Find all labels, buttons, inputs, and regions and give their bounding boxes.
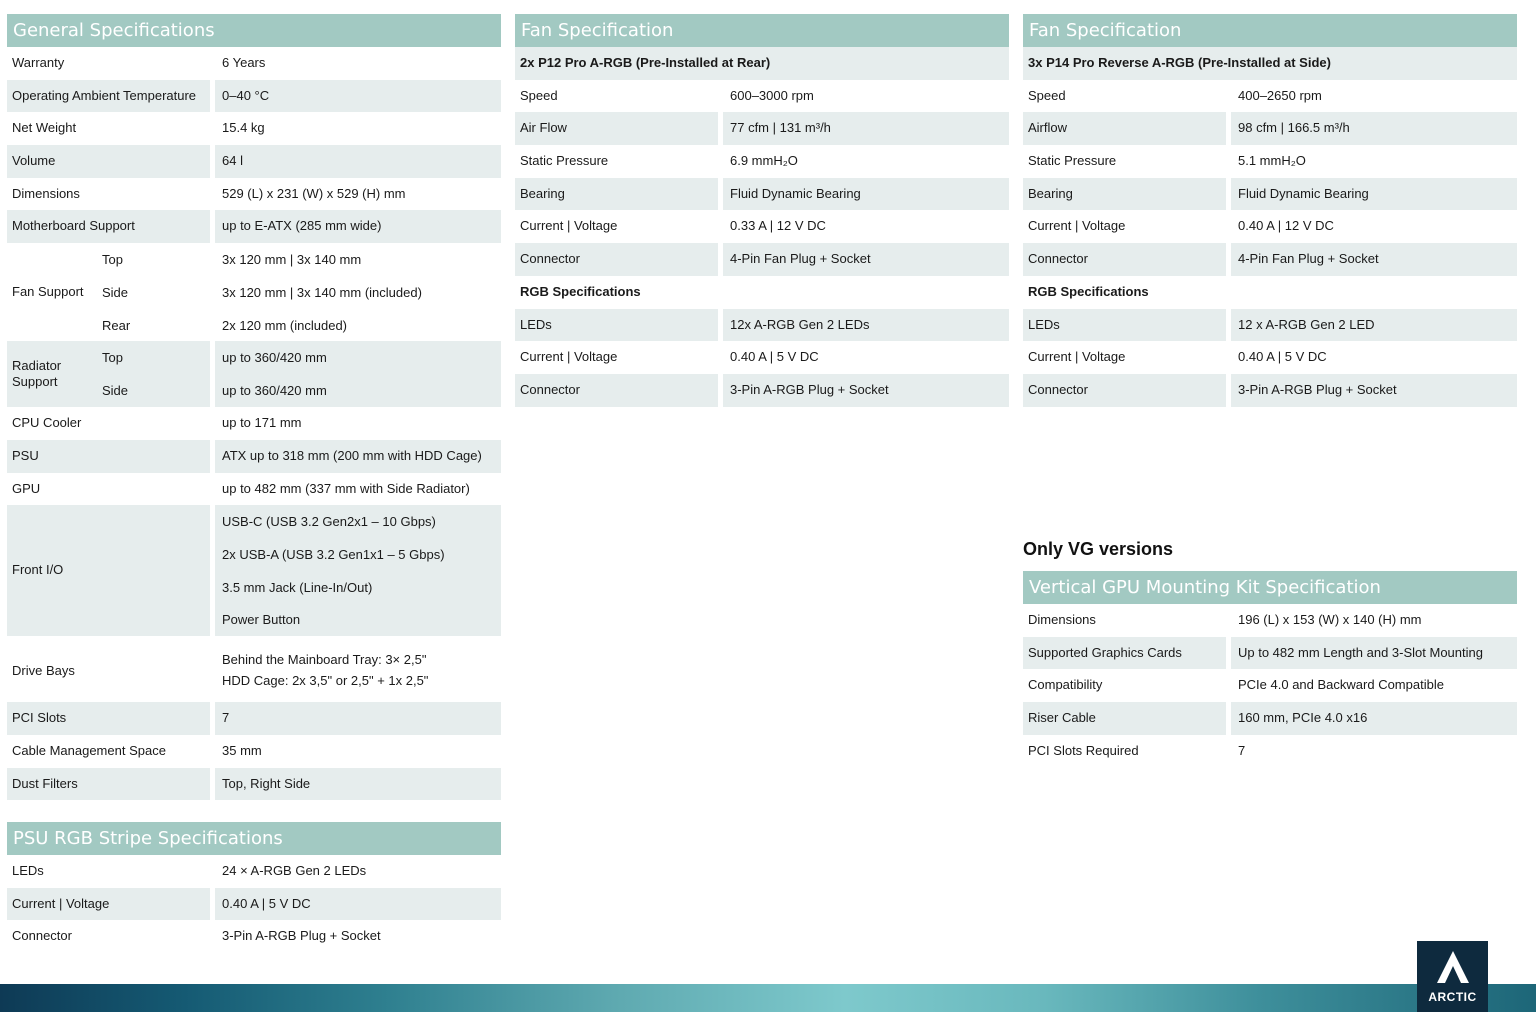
- spec-value: 3x 120 mm | 3x 140 mm (included): [222, 285, 422, 301]
- spec-sublabel: Side: [102, 383, 129, 399]
- spec-label: Supported Graphics Cards: [1028, 644, 1182, 660]
- spec-label: Air Flow: [520, 120, 567, 136]
- spec-value: 77 cfm | 131 m³/h: [730, 120, 831, 136]
- spec-value: 3x 120 mm | 3x 140 mm: [222, 252, 362, 268]
- spec-row: [515, 80, 1009, 113]
- spec-row: [7, 768, 501, 801]
- spec-value: PCIe 4.0 and Backward Compatible: [1238, 677, 1444, 693]
- spec-value: up to 360/420 mm: [222, 350, 327, 366]
- fan-spec-title: Fan Specification: [515, 14, 1009, 47]
- spec-value: 98 cfm | 166.5 m³/h: [1238, 120, 1350, 136]
- spec-label: Connector: [12, 928, 72, 944]
- spec-label: GPU: [12, 480, 41, 496]
- fan-specification-rear: [515, 14, 1009, 407]
- fan-support-block: [7, 243, 501, 341]
- spec-value: 12 x A-RGB Gen 2 LED: [1238, 316, 1375, 332]
- psu-rgb-title: PSU RGB Stripe Specifications: [7, 822, 501, 855]
- spec-label: Motherboard Support: [12, 218, 135, 234]
- spec-label: Airflow: [1028, 120, 1068, 136]
- spec-row: [7, 145, 501, 178]
- spec-row: [7, 735, 501, 768]
- spec-row: [515, 210, 1009, 243]
- spec-value: Fluid Dynamic Bearing: [1238, 185, 1369, 201]
- spec-value: 4-Pin Fan Plug + Socket: [730, 251, 871, 267]
- spec-label: Radiator: [12, 358, 62, 374]
- spec-row: [7, 210, 501, 243]
- spec-value: 3-Pin A-RGB Plug + Socket: [730, 381, 889, 397]
- spec-sublabel: Top: [102, 252, 123, 268]
- spec-label: PCI Slots: [12, 710, 67, 726]
- spec-label: Current | Voltage: [1028, 349, 1126, 365]
- spec-value: 529 (L) x 231 (W) x 529 (H) mm: [222, 185, 406, 201]
- spec-value: 0.40 A | 5 V DC: [1238, 349, 1327, 365]
- spec-value: 400–2650 rpm: [1238, 87, 1322, 103]
- spec-label: Operating Ambient Temperature: [12, 87, 197, 103]
- spec-label: Net Weight: [12, 120, 77, 136]
- spec-value: 3-Pin A-RGB Plug + Socket: [1238, 381, 1397, 397]
- spec-value: 35 mm: [222, 742, 262, 758]
- spec-label: Volume: [12, 153, 56, 169]
- fan-model-row: [1023, 47, 1517, 80]
- psu-rgb-specifications: [7, 822, 501, 953]
- vg-spec-title: Vertical GPU Mounting Kit Specification: [1023, 571, 1517, 604]
- spec-label: LEDs: [12, 863, 44, 878]
- spec-row: [1023, 341, 1517, 374]
- spec-row: [1023, 735, 1517, 768]
- spec-value: ATX up to 318 mm (200 mm with HDD Cage): [222, 447, 482, 463]
- spec-row: [7, 178, 501, 211]
- spec-value: 0.40 A | 5 V DC: [730, 349, 819, 365]
- spec-value: 5.1 mmH₂O: [1238, 153, 1306, 169]
- spec-row: [515, 341, 1009, 374]
- spec-label: LEDs: [520, 316, 552, 332]
- spec-row: [7, 47, 501, 80]
- rgb-heading-row: [515, 276, 1009, 309]
- spec-row: [7, 112, 501, 145]
- spec-value: 2x USB-A (USB 3.2 Gen1x1 – 5 Gbps): [222, 547, 445, 563]
- spec-value: USB-C (USB 3.2 Gen2x1 – 10 Gbps): [222, 514, 436, 530]
- spec-label: Dimensions: [1028, 612, 1096, 627]
- spec-row: [1023, 309, 1517, 342]
- radiator-support-block: [7, 341, 501, 407]
- spec-value: 7: [222, 710, 230, 726]
- spec-value: 15.4 kg: [222, 120, 265, 136]
- spec-row: [515, 178, 1009, 211]
- spec-value: up to 360/420 mm: [222, 383, 327, 399]
- spec-label: Connector: [520, 251, 580, 267]
- only-vg-note: Only VG versions: [1023, 539, 1174, 559]
- spec-row: [1023, 637, 1517, 670]
- spec-value: Fluid Dynamic Bearing: [730, 185, 861, 201]
- spec-label: Warranty: [12, 55, 65, 70]
- spec-value: Behind the Mainboard Tray: 3× 2,5": [222, 652, 427, 668]
- fan-model-subtitle: 2x P12 Pro A-RGB (Pre-Installed at Rear): [520, 55, 771, 70]
- spec-value: 6 Years: [222, 55, 266, 70]
- spec-value: Top, Right Side: [222, 775, 311, 791]
- arctic-logo: [1417, 941, 1488, 1012]
- arctic-logo-icon: [1435, 949, 1471, 985]
- general-specifications: [7, 14, 501, 800]
- spec-value: 6.9 mmH₂O: [730, 153, 798, 169]
- spec-label: Dimensions: [12, 185, 80, 201]
- spec-value: 3.5 mm Jack (Line-In/Out): [222, 580, 373, 596]
- spec-row: [1023, 178, 1517, 211]
- spec-label: PSU: [12, 447, 39, 463]
- spec-value: 0.33 A | 12 V DC: [730, 218, 826, 234]
- spec-label: Bearing: [520, 185, 565, 201]
- spec-row: [1023, 669, 1517, 702]
- spec-row: [1023, 145, 1517, 178]
- spec-row: [515, 243, 1009, 276]
- spec-label: Support: [12, 374, 58, 390]
- spec-row: [1023, 80, 1517, 113]
- footer-gradient-bar: [0, 984, 1536, 1012]
- spec-value: 3-Pin A-RGB Plug + Socket: [222, 928, 381, 944]
- vertical-gpu-kit-specification: [1023, 571, 1517, 767]
- spec-value: HDD Cage: 2x 3,5" or 2,5" + 1x 2,5": [222, 673, 429, 689]
- spec-label: Riser Cable: [1028, 710, 1096, 726]
- spec-label: PCI Slots Required: [1028, 742, 1139, 758]
- front-io-block: [7, 505, 501, 636]
- general-spec-title: General Specifications: [7, 14, 501, 47]
- spec-value: Up to 482 mm Length and 3-Slot Mounting: [1238, 644, 1483, 660]
- spec-value: up to 482 mm (337 mm with Side Radiator): [222, 480, 470, 496]
- fan-model-row: [515, 47, 1009, 80]
- spec-label: Speed: [520, 87, 558, 103]
- spec-label: Drive Bays: [12, 663, 75, 679]
- spec-label: Current | Voltage: [520, 218, 618, 234]
- spec-sublabel: Side: [102, 285, 129, 301]
- spec-label: LEDs: [1028, 316, 1060, 332]
- spec-row: [7, 702, 501, 735]
- spec-value: 7: [1238, 742, 1246, 758]
- spec-label: Dust Filters: [12, 775, 78, 791]
- spec-value: 2x 120 mm (included): [222, 318, 347, 334]
- spec-value: 160 mm, PCIe 4.0 x16: [1238, 710, 1368, 726]
- spec-row: [515, 309, 1009, 342]
- spec-row: [515, 145, 1009, 178]
- spec-label: Front I/O: [12, 562, 64, 578]
- spec-row: [7, 888, 501, 921]
- spec-row: [7, 440, 501, 473]
- spec-label: CPU Cooler: [12, 415, 82, 431]
- spec-row: [7, 920, 501, 953]
- spec-sublabel: Top: [102, 350, 123, 366]
- spec-row: [1023, 112, 1517, 145]
- spec-row: [1023, 243, 1517, 276]
- spec-value: 24 × A-RGB Gen 2 LEDs: [222, 863, 367, 878]
- spec-label: Fan Support: [12, 284, 84, 300]
- spec-value: 4-Pin Fan Plug + Socket: [1238, 251, 1379, 267]
- spec-row: [515, 374, 1009, 407]
- arctic-logo-text: ARCTIC: [1428, 990, 1477, 1004]
- spec-label: Speed: [1028, 87, 1066, 103]
- spec-row: [1023, 210, 1517, 243]
- spec-label: Connector: [1028, 381, 1088, 397]
- spec-row: [7, 407, 501, 440]
- fan-model-subtitle: 3x P14 Pro Reverse A-RGB (Pre-Installed at Side): [1028, 55, 1331, 70]
- spec-row: [515, 112, 1009, 145]
- spec-label: Compatibility: [1028, 677, 1103, 693]
- spec-value: 196 (L) x 153 (W) x 140 (H) mm: [1238, 612, 1422, 627]
- spec-value: up to E-ATX (285 mm wide): [222, 218, 382, 234]
- rgb-spec-heading: RGB Specifications: [1028, 283, 1149, 299]
- fan-spec-title: Fan Specification: [1023, 14, 1517, 47]
- spec-sublabel: Rear: [102, 318, 131, 334]
- spec-label: Static Pressure: [1028, 153, 1117, 169]
- spec-value: 0.40 A | 5 V DC: [222, 895, 311, 911]
- spec-row: [7, 80, 501, 113]
- spec-row: [1023, 702, 1517, 735]
- rgb-heading-row: [1023, 276, 1517, 309]
- spec-row: [1023, 604, 1517, 637]
- rgb-spec-heading: RGB Specifications: [520, 283, 641, 299]
- spec-value: 12x A-RGB Gen 2 LEDs: [730, 316, 870, 332]
- spec-label: Current | Voltage: [12, 895, 110, 911]
- spec-label: Static Pressure: [520, 153, 609, 169]
- spec-value: 0.40 A | 12 V DC: [1238, 218, 1334, 234]
- drive-bays-block: [7, 636, 501, 702]
- spec-label: Cable Management Space: [12, 742, 166, 758]
- fan-specification-side: [1023, 14, 1517, 407]
- spec-value: 0–40 °C: [222, 87, 270, 103]
- spec-value: Power Button: [222, 612, 301, 628]
- spec-label: Bearing: [1028, 185, 1073, 201]
- spec-label: Connector: [520, 381, 580, 397]
- spec-value: up to 171 mm: [222, 415, 302, 431]
- spec-value: 600–3000 rpm: [730, 87, 814, 103]
- spec-row: [1023, 374, 1517, 407]
- spec-label: Connector: [1028, 251, 1088, 267]
- spec-row: [7, 473, 501, 506]
- spec-label: Current | Voltage: [520, 349, 618, 365]
- spec-label: Current | Voltage: [1028, 218, 1126, 234]
- spec-value: 64 l: [222, 153, 243, 169]
- spec-row: [7, 855, 501, 888]
